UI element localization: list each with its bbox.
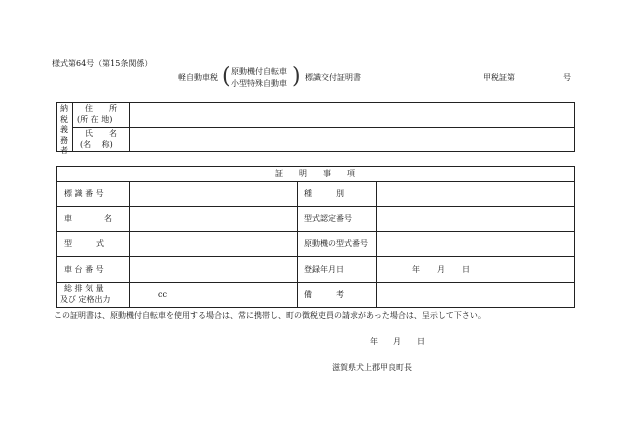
form-number: 様式第64号（第15条関係） xyxy=(52,59,153,68)
car-name-label: 車 名 xyxy=(64,214,112,223)
left-bracket: ( xyxy=(222,64,231,89)
engine-model-label: 原動機の型式番号 xyxy=(304,239,368,248)
certificate-number-suffix: 号 xyxy=(563,73,571,82)
registration-day: 日 xyxy=(462,265,470,274)
vehicle-type-special: 小型特殊自動車 xyxy=(231,79,287,88)
plate-number-label: 標 識 番 号 xyxy=(64,189,104,198)
section-title: 証 明 事 項 xyxy=(275,169,355,178)
name-label: 氏 名 xyxy=(85,129,117,138)
chassis-number-label: 車 台 番 号 xyxy=(64,265,104,274)
taxpayer-side-label: 納 税 義 務 者 xyxy=(60,104,68,155)
category-label: 種 別 xyxy=(304,189,344,198)
issue-year: 年 xyxy=(370,337,378,346)
right-bracket: ) xyxy=(292,64,301,89)
details-table xyxy=(56,166,575,308)
certificate-number-label: 甲税証第 xyxy=(483,73,515,82)
address-sub-label: (所 在 地) xyxy=(77,115,113,124)
address-label: 住 所 xyxy=(85,104,117,113)
registration-year: 年 xyxy=(412,265,420,274)
usage-note: この証明書は、原動機付自転車を使用する場合は、常に携帯し、町の徴税吏員の請求があった場合は、呈示して下さい。 xyxy=(54,311,486,320)
displacement-label: 総 排 気 量 xyxy=(64,284,104,293)
rated-output-label: 及び 定格出力 xyxy=(60,295,111,304)
document-title: 標識交付証明書 xyxy=(305,73,361,82)
cc-unit: cc xyxy=(158,290,167,299)
issue-day: 日 xyxy=(417,337,425,346)
vehicle-type-moped: 原動機付自転車 xyxy=(231,67,287,76)
issue-month: 月 xyxy=(393,337,401,346)
issuer: 滋賀県犬上郡甲良町長 xyxy=(332,363,412,372)
tax-name: 軽自動車税 xyxy=(178,73,218,82)
model-label: 型 式 xyxy=(64,239,104,248)
name-sub-label: (名 称) xyxy=(80,140,113,149)
remarks-label: 備 考 xyxy=(304,290,344,299)
type-approval-label: 型式認定番号 xyxy=(304,214,352,223)
registration-date-label: 登録年月日 xyxy=(304,265,344,274)
registration-month: 月 xyxy=(437,265,445,274)
